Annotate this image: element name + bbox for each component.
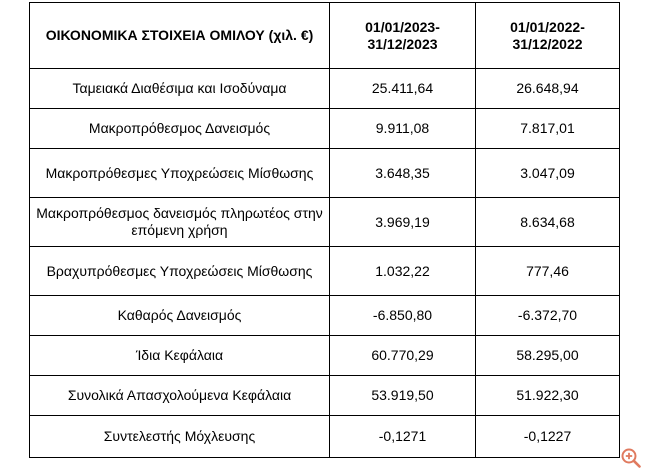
table-row	[30, 247, 620, 296]
value-2022: 26.648,94	[476, 69, 620, 109]
table-row	[30, 69, 620, 109]
value-2023: 9.911,08	[330, 109, 476, 149]
value-2023: 25.411,64	[330, 69, 476, 109]
row-label: Ίδια Κεφάλαια	[30, 336, 330, 376]
value-2023: 53.919,50	[330, 376, 476, 416]
row-label: Ταμειακά Διαθέσιμα και Ισοδύναμα	[30, 69, 330, 109]
value-2022: -0,1227	[476, 416, 620, 458]
value-2022: 8.634,68	[476, 198, 620, 247]
header-period-2023: 01/01/2023-31/12/2023	[330, 3, 476, 69]
row-label: Μακροπρόθεσμος δανεισμός πληρωτέος στην επόμενη χρήση	[30, 198, 330, 247]
table-row	[30, 149, 620, 198]
table-row	[30, 109, 620, 149]
value-2022: 58.295,00	[476, 336, 620, 376]
value-2023: -0,1271	[330, 416, 476, 458]
row-label: Μακροπρόθεσμες Υποχρεώσεις Μίσθωσης	[30, 149, 330, 198]
value-2022: 3.047,09	[476, 149, 620, 198]
value-2022: 51.922,30	[476, 376, 620, 416]
value-2023: 3.969,19	[330, 198, 476, 247]
value-2023: -6.850,80	[330, 296, 476, 336]
table-row	[30, 336, 620, 376]
row-label: Μακροπρόθεσμος Δανεισμός	[30, 109, 330, 149]
table-row	[30, 376, 620, 416]
value-2022: 7.817,01	[476, 109, 620, 149]
value-2023: 1.032,22	[330, 247, 476, 296]
table-header-row	[30, 3, 620, 69]
value-2023: 3.648,35	[330, 149, 476, 198]
value-2022: 777,46	[476, 247, 620, 296]
header-title: ΟΙΚΟΝΟΜΙΚΑ ΣΤΟΙΧΕΙΑ ΟΜΙΛΟΥ (χιλ. €)	[30, 3, 330, 69]
value-2022: -6.372,70	[476, 296, 620, 336]
table-row	[30, 198, 620, 247]
zoom-in-icon[interactable]	[618, 446, 644, 470]
row-label: Καθαρός Δανεισμός	[30, 296, 330, 336]
value-2023: 60.770,29	[330, 336, 476, 376]
header-period-2022: 01/01/2022-31/12/2022	[476, 3, 620, 69]
row-label: Συντελεστής Μόχλευσης	[30, 416, 330, 458]
table-row	[30, 416, 620, 458]
table-row	[30, 296, 620, 336]
row-label: Βραχυπρόθεσμες Υποχρεώσεις Μίσθωσης	[30, 247, 330, 296]
row-label: Συνολικά Απασχολούμενα Κεφάλαια	[30, 376, 330, 416]
financial-table	[29, 2, 620, 458]
